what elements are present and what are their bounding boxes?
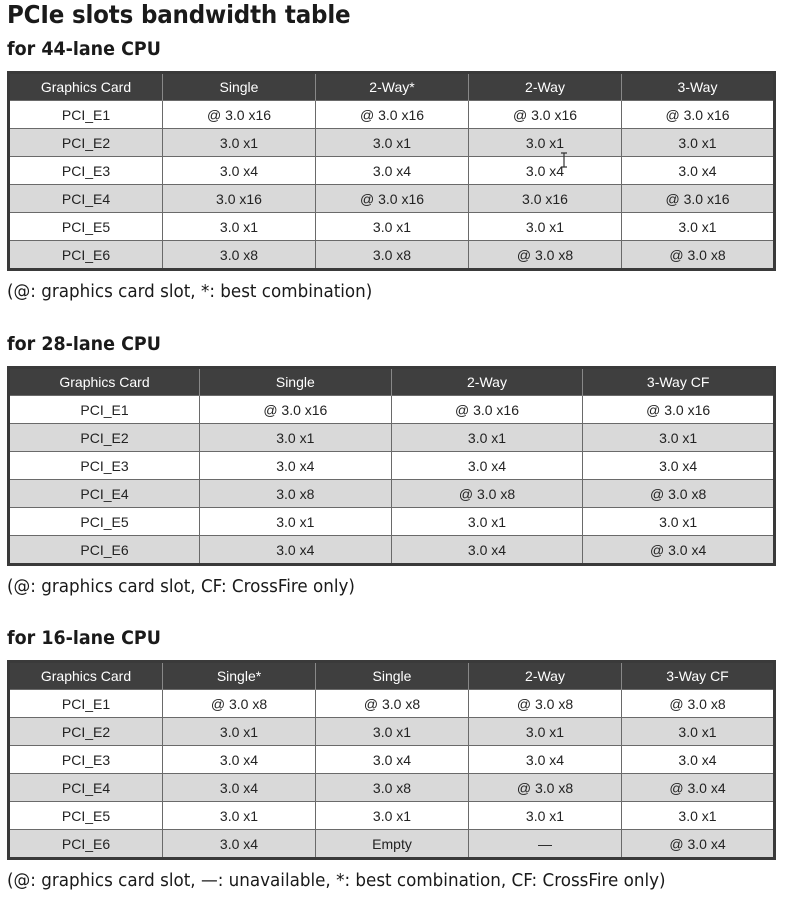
slot-name-cell: PCI_E1 <box>9 690 163 718</box>
table-header-row <box>9 368 775 396</box>
table-row <box>9 185 775 213</box>
slot-name-cell: PCI_E1 <box>9 396 200 424</box>
slot-name-cell: PCI_E3 <box>9 157 163 185</box>
bandwidth-cell: 3.0 x4 <box>200 452 392 480</box>
bandwidth-cell: @ 3.0 x8 <box>163 690 316 718</box>
table-row <box>9 424 775 452</box>
bandwidth-cell: 3.0 x4 <box>200 536 392 565</box>
bandwidth-cell: 3.0 x8 <box>316 241 469 270</box>
bandwidth-cell: @ 3.0 x4 <box>622 830 775 859</box>
bandwidth-cell: 3.0 x1 <box>583 508 775 536</box>
bandwidth-cell: 3.0 x1 <box>469 718 622 746</box>
bandwidth-cell: 3.0 x1 <box>163 718 316 746</box>
legend-note-28-lane: (@: graphics card slot, CF: CrossFire only) <box>7 576 355 597</box>
column-header: 3-Way CF <box>583 368 775 396</box>
bandwidth-cell: @ 3.0 x16 <box>469 101 622 129</box>
column-header-graphics-card: Graphics Card <box>9 662 163 690</box>
section-heading-28-lane: for 28-lane CPU <box>7 333 161 355</box>
bandwidth-cell: 3.0 x8 <box>200 480 392 508</box>
section-heading-16-lane: for 16-lane CPU <box>7 627 161 649</box>
bandwidth-cell: 3.0 x4 <box>316 157 469 185</box>
bandwidth-table-44-lane <box>7 71 776 271</box>
slot-name-cell: PCI_E6 <box>9 536 200 565</box>
column-header: 2-Way <box>391 368 583 396</box>
bandwidth-cell: 3.0 x4 <box>163 774 316 802</box>
bandwidth-cell: Empty <box>316 830 469 859</box>
bandwidth-cell: @ 3.0 x16 <box>622 185 775 213</box>
slot-name-cell: PCI_E6 <box>9 830 163 859</box>
column-header: 2-Way <box>469 662 622 690</box>
column-header: 2-Way* <box>316 73 469 101</box>
bandwidth-cell: 3.0 x4 <box>469 157 622 185</box>
bandwidth-cell: 3.0 x1 <box>391 424 583 452</box>
table-row <box>9 802 775 830</box>
column-header: Single <box>163 73 316 101</box>
slot-name-cell: PCI_E1 <box>9 101 163 129</box>
slot-name-cell: PCI_E2 <box>9 424 200 452</box>
bandwidth-cell: @ 3.0 x16 <box>391 396 583 424</box>
bandwidth-cell: 3.0 x16 <box>469 185 622 213</box>
bandwidth-cell: 3.0 x8 <box>316 774 469 802</box>
bandwidth-cell: @ 3.0 x8 <box>469 774 622 802</box>
slot-name-cell: PCI_E4 <box>9 185 163 213</box>
bandwidth-cell: 3.0 x1 <box>163 129 316 157</box>
bandwidth-cell: @ 3.0 x8 <box>316 690 469 718</box>
bandwidth-cell: @ 3.0 x8 <box>469 241 622 270</box>
table-row <box>9 746 775 774</box>
slot-name-cell: PCI_E6 <box>9 241 163 270</box>
bandwidth-cell: @ 3.0 x8 <box>469 690 622 718</box>
table-row <box>9 213 775 241</box>
bandwidth-cell: @ 3.0 x4 <box>622 774 775 802</box>
table-header-row <box>9 73 775 101</box>
bandwidth-cell: 3.0 x4 <box>583 452 775 480</box>
column-header: 3-Way CF <box>622 662 775 690</box>
slot-name-cell: PCI_E5 <box>9 213 163 241</box>
bandwidth-cell: 3.0 x4 <box>163 746 316 774</box>
bandwidth-cell: 3.0 x1 <box>316 802 469 830</box>
bandwidth-cell: @ 3.0 x8 <box>622 241 775 270</box>
slot-name-cell: PCI_E3 <box>9 452 200 480</box>
table-row <box>9 718 775 746</box>
bandwidth-cell: 3.0 x16 <box>163 185 316 213</box>
bandwidth-cell: @ 3.0 x16 <box>163 101 316 129</box>
bandwidth-cell: 3.0 x1 <box>200 508 392 536</box>
table-row <box>9 396 775 424</box>
slot-name-cell: PCI_E5 <box>9 802 163 830</box>
bandwidth-cell: @ 3.0 x16 <box>316 185 469 213</box>
bandwidth-cell: 3.0 x4 <box>163 830 316 859</box>
column-header: Single* <box>163 662 316 690</box>
bandwidth-cell: @ 3.0 x16 <box>583 396 775 424</box>
section-heading-44-lane: for 44-lane CPU <box>7 38 161 60</box>
bandwidth-cell: 3.0 x4 <box>163 157 316 185</box>
bandwidth-cell: 3.0 x1 <box>391 508 583 536</box>
bandwidth-cell: 3.0 x1 <box>200 424 392 452</box>
bandwidth-cell: @ 3.0 x8 <box>583 480 775 508</box>
bandwidth-cell: @ 3.0 x8 <box>622 690 775 718</box>
text-cursor-icon <box>560 152 568 168</box>
column-header: 2-Way <box>469 73 622 101</box>
column-header-graphics-card: Graphics Card <box>9 73 163 101</box>
bandwidth-cell: @ 3.0 x16 <box>622 101 775 129</box>
table-row <box>9 830 775 859</box>
bandwidth-cell: 3.0 x1 <box>163 802 316 830</box>
bandwidth-cell: 3.0 x1 <box>622 718 775 746</box>
bandwidth-cell: 3.0 x8 <box>163 241 316 270</box>
table-header-row <box>9 662 775 690</box>
table-row <box>9 101 775 129</box>
column-header: 3-Way <box>622 73 775 101</box>
table-row <box>9 480 775 508</box>
column-header: Single <box>200 368 392 396</box>
slot-name-cell: PCI_E4 <box>9 774 163 802</box>
slot-name-cell: PCI_E4 <box>9 480 200 508</box>
table-row <box>9 508 775 536</box>
slot-name-cell: PCI_E2 <box>9 129 163 157</box>
bandwidth-cell: 3.0 x1 <box>469 213 622 241</box>
bandwidth-cell: 3.0 x4 <box>622 157 775 185</box>
bandwidth-table-28-lane <box>7 366 776 566</box>
slot-name-cell: PCI_E2 <box>9 718 163 746</box>
slot-name-cell: PCI_E5 <box>9 508 200 536</box>
bandwidth-cell: @ 3.0 x16 <box>200 396 392 424</box>
bandwidth-cell: 3.0 x1 <box>163 213 316 241</box>
bandwidth-cell: 3.0 x4 <box>391 452 583 480</box>
bandwidth-cell: 3.0 x1 <box>622 802 775 830</box>
bandwidth-cell: 3.0 x1 <box>622 213 775 241</box>
table-row <box>9 452 775 480</box>
legend-note-44-lane: (@: graphics card slot, *: best combination) <box>7 281 373 302</box>
table-row <box>9 157 775 185</box>
bandwidth-cell: 3.0 x1 <box>469 129 622 157</box>
bandwidth-cell: 3.0 x4 <box>622 746 775 774</box>
bandwidth-cell: @ 3.0 x4 <box>583 536 775 565</box>
bandwidth-cell: 3.0 x1 <box>622 129 775 157</box>
table-row <box>9 690 775 718</box>
bandwidth-cell: 3.0 x1 <box>316 213 469 241</box>
table-row <box>9 241 775 270</box>
table-row <box>9 536 775 565</box>
legend-note-16-lane: (@: graphics card slot, —: unavailable, *: best combination, CF: CrossFire only) <box>7 870 666 891</box>
table-row <box>9 129 775 157</box>
page-title: PCIe slots bandwidth table <box>7 0 351 29</box>
bandwidth-cell: 3.0 x4 <box>469 746 622 774</box>
bandwidth-table-16-lane <box>7 660 776 860</box>
column-header-graphics-card: Graphics Card <box>9 368 200 396</box>
table-row <box>9 774 775 802</box>
slot-name-cell: PCI_E3 <box>9 746 163 774</box>
bandwidth-cell: 3.0 x1 <box>469 802 622 830</box>
bandwidth-cell: 3.0 x1 <box>316 718 469 746</box>
bandwidth-cell: — <box>469 830 622 859</box>
bandwidth-cell: 3.0 x1 <box>316 129 469 157</box>
bandwidth-cell: @ 3.0 x16 <box>316 101 469 129</box>
bandwidth-cell: 3.0 x4 <box>316 746 469 774</box>
bandwidth-cell: 3.0 x4 <box>391 536 583 565</box>
bandwidth-cell: 3.0 x1 <box>583 424 775 452</box>
column-header: Single <box>316 662 469 690</box>
bandwidth-cell: @ 3.0 x8 <box>391 480 583 508</box>
